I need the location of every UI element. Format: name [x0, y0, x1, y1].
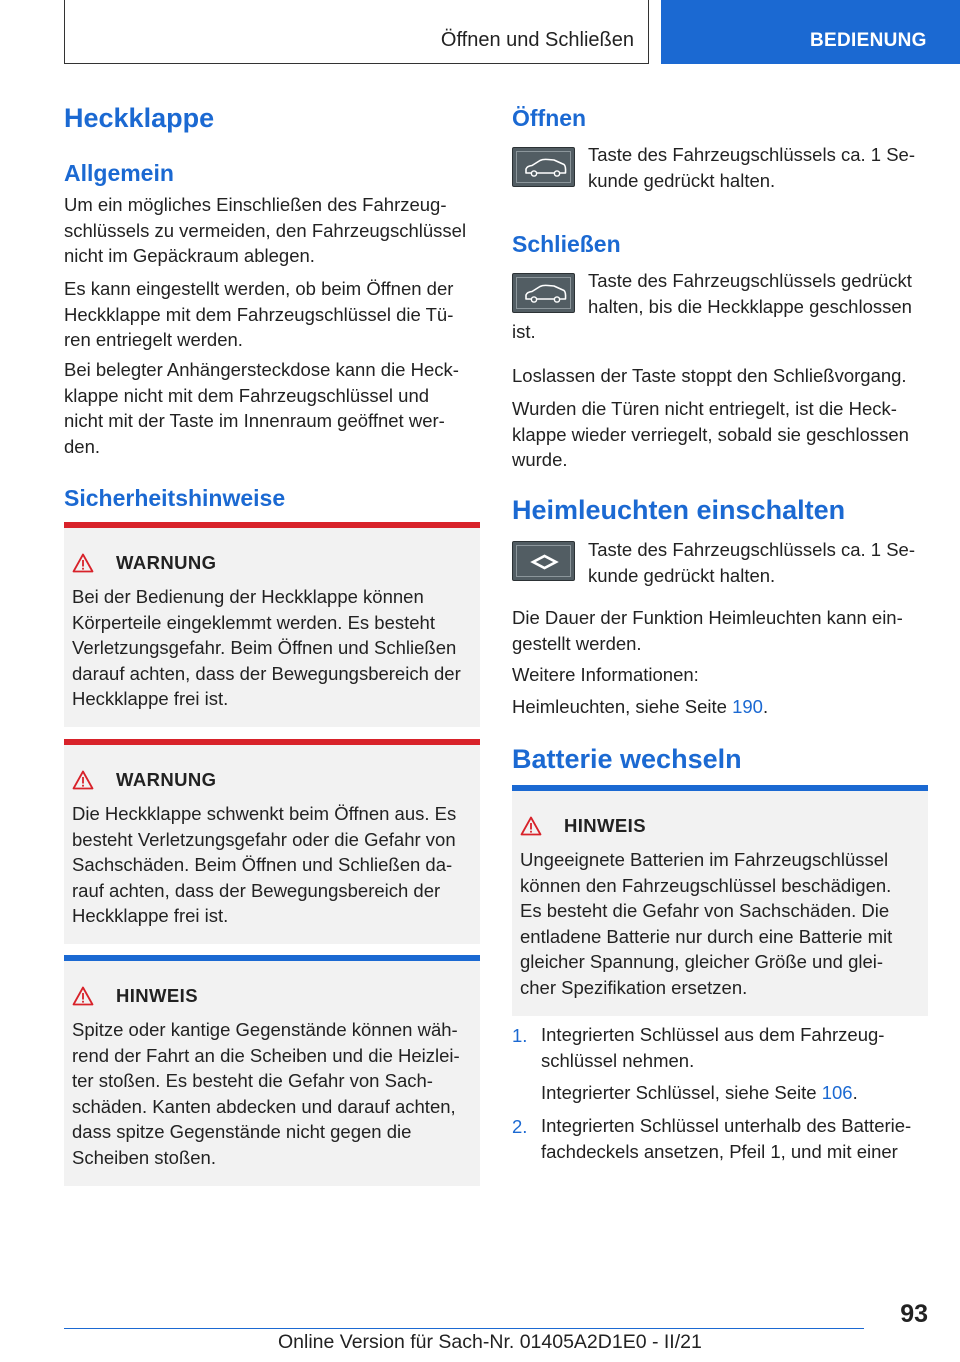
text-line: Heckklappe frei ist.	[72, 688, 229, 709]
text-line: darauf achten, dass der Bewegungsbereich der	[72, 662, 461, 684]
text-line: entladene Batterie nur durch eine Batterie mit	[520, 925, 893, 947]
paragraph-homelight-3: Weitere Informationen:	[512, 664, 699, 685]
text-line: Die Dauer der Funktion Heimleuchten kann ein-	[512, 607, 903, 628]
warning-label: WARNUNG	[116, 769, 217, 790]
header-section-box	[661, 0, 960, 64]
paragraph-close-1-cont: ist.	[512, 321, 536, 342]
paragraph-close-2: Loslassen der Taste stoppt den Schließvorgang.	[512, 365, 907, 386]
warning-triangle-icon	[72, 770, 94, 790]
text-line: gleicher Spannung, gleicher Größe und glei-	[520, 951, 884, 972]
text-line: schlüssels zu vermeiden, den Fahrzeugschlüssel	[64, 219, 467, 241]
text-span: Heimleuchten, siehe Seite	[512, 696, 733, 717]
text-line: ren entriegelt werden.	[64, 329, 243, 350]
note-box-left	[64, 955, 480, 1186]
note-text	[520, 847, 920, 1000]
warning-text	[72, 801, 472, 929]
page-number: 93	[900, 1300, 928, 1328]
note-label: HINWEIS	[116, 985, 198, 1006]
text-line: Ungeeignete Batterien im Fahrzeugschlüssel	[520, 849, 889, 870]
text-line: ter stoßen. Es besteht die Gefahr von Sach-	[72, 1070, 433, 1091]
step-text-1	[541, 1022, 936, 1073]
text-line: Heckklappe frei ist.	[72, 905, 229, 926]
step-1-reference	[541, 1080, 936, 1106]
text-line: wurde.	[512, 449, 568, 470]
text-line: klappe nicht mit dem Fahrzeugschlüssel und	[64, 384, 430, 406]
paragraph-homelight-1	[588, 537, 938, 588]
text-line: können den Fahrzeugschlüssel beschädigen.	[520, 874, 892, 896]
text-line: Die Heckklappe schwenkt beim Öffnen aus. Es	[72, 803, 457, 824]
text-line: rauf achten, dass der Bewegungsbereich der	[72, 879, 441, 901]
footer-divider	[64, 1328, 864, 1329]
car-trunk-key-icon	[512, 147, 575, 187]
text-line: nicht mit der Taste im Innenraum geöffnet wer-	[64, 410, 445, 431]
warning-label: WARNUNG	[116, 552, 217, 573]
text-line: schäden. Kanten abdecken und darauf achten,	[72, 1095, 456, 1117]
car-trunk-key-icon	[512, 273, 575, 313]
text-line: Sachschäden. Beim Öffnen und Schließen da-	[72, 854, 453, 875]
warning-triangle-icon	[72, 986, 94, 1006]
paragraph-general-2	[64, 276, 484, 353]
heading-schliessen: Schließen	[512, 231, 621, 257]
text-line: kunde gedrückt halten.	[588, 564, 776, 586]
section-title: BEDIENUNG	[810, 30, 927, 51]
text-line: Es besteht die Gefahr von Sachschäden. Die	[520, 900, 890, 921]
note-label: HINWEIS	[564, 815, 646, 836]
text-line: Bei belegter Anhängersteckdose kann die Heck-	[64, 359, 459, 380]
warning-box-1	[64, 522, 480, 727]
warning-text	[72, 584, 472, 712]
text-line: Integrierten Schlüssel unterhalb des Batterie-	[541, 1115, 912, 1136]
text-line: Taste des Fahrzeugschlüssels ca. 1 Se-	[588, 539, 915, 560]
text-line: Heckklappe mit dem Fahrzeugschlüssel die Tü-	[64, 303, 454, 325]
text-line: Wurden die Türen nicht entriegelt, ist die Heck-	[512, 398, 897, 419]
page-link-190[interactable]: 190	[732, 696, 763, 717]
text-span: .	[852, 1082, 858, 1103]
warning-triangle-icon	[520, 816, 542, 836]
warning-box-header	[72, 767, 216, 793]
text-line: Scheiben stoßen.	[72, 1146, 216, 1168]
text-line: Um ein mögliches Einschließen des Fahrzeug-	[64, 194, 447, 215]
text-line: Es kann eingestellt werden, ob beim Öffnen der	[64, 278, 454, 299]
note-text	[72, 1017, 472, 1170]
text-line: gestellt werden.	[512, 632, 642, 654]
heading-sicherheitshinweise: Sicherheitshinweise	[64, 485, 286, 511]
heading-allgemein: Allgemein	[64, 160, 174, 186]
warning-box-header	[72, 550, 216, 576]
text-line: klappe wieder verriegelt, sobald sie geschlossen	[512, 423, 909, 445]
step-number-1: 1.	[512, 1025, 528, 1046]
text-line: Körperteile eingeklemmt werden. Es besteht	[72, 611, 435, 633]
text-line: Taste des Fahrzeugschlüssels ca. 1 Se-	[588, 144, 915, 165]
heading-oeffnen: Öffnen	[512, 105, 587, 131]
heading-heckklappe: Heckklappe	[64, 103, 215, 133]
paragraph-close-3	[512, 396, 932, 473]
paragraph-close-1	[588, 268, 938, 319]
page-link-106[interactable]: 106	[821, 1082, 853, 1103]
text-line: Taste des Fahrzeugschlüssels gedrückt	[588, 270, 912, 291]
header-chapter-box	[64, 0, 649, 64]
warning-triangle-icon	[72, 553, 94, 573]
text-line: cher Spezifikation ersetzen.	[520, 976, 748, 998]
home-light-key-icon	[512, 541, 575, 581]
text-line: fachdeckels ansetzen, Pfeil 1, und mit einer	[541, 1140, 898, 1162]
heading-batterie-wechseln: Batterie wechseln	[512, 744, 742, 774]
text-line: Spitze oder kantige Gegenstände können wäh-	[72, 1019, 458, 1040]
warning-box-2	[64, 739, 480, 944]
text-line: kunde gedrückt halten.	[588, 169, 776, 191]
text-line: Integrierten Schlüssel aus dem Fahrzeug-	[541, 1024, 885, 1045]
text-span: Integrierter Schlüssel, siehe Seite	[541, 1082, 822, 1103]
paragraph-general-1	[64, 192, 484, 269]
text-line: Bei der Bedienung der Heckklappe können	[72, 586, 424, 607]
footer-text: Online Version für Sach-Nr. 01405A2D1E0 - II/21	[278, 1331, 702, 1353]
step-number-2: 2.	[512, 1116, 528, 1137]
paragraph-homelight-2	[512, 605, 932, 656]
note-box-right	[512, 785, 928, 1016]
paragraph-general-3	[64, 357, 484, 459]
text-line: halten, bis die Heckklappe geschlossen	[588, 295, 912, 317]
note-box-header	[72, 983, 198, 1009]
text-line: Verletzungsgefahr. Beim Öffnen und Schließen	[72, 637, 457, 658]
text-line: den.	[64, 435, 101, 457]
text-line: besteht Verletzungsgefahr oder die Gefahr von	[72, 828, 456, 850]
heading-heimleuchten: Heimleuchten einschalten	[512, 495, 846, 525]
text-line: dass spitze Gegenstände nicht gegen die	[72, 1121, 412, 1142]
text-line: schlüssel nehmen.	[541, 1049, 695, 1071]
chapter-title: Öffnen und Schließen	[440, 29, 634, 51]
paragraph-open	[588, 142, 938, 193]
note-box-header	[520, 813, 646, 839]
text-span: .	[762, 696, 769, 717]
text-line: nicht im Gepäckraum ablegen.	[64, 245, 315, 266]
paragraph-homelight-4	[512, 694, 932, 720]
step-text-2	[541, 1113, 941, 1164]
text-line: rend der Fahrt an die Scheiben und die Heizlei-	[72, 1044, 460, 1066]
